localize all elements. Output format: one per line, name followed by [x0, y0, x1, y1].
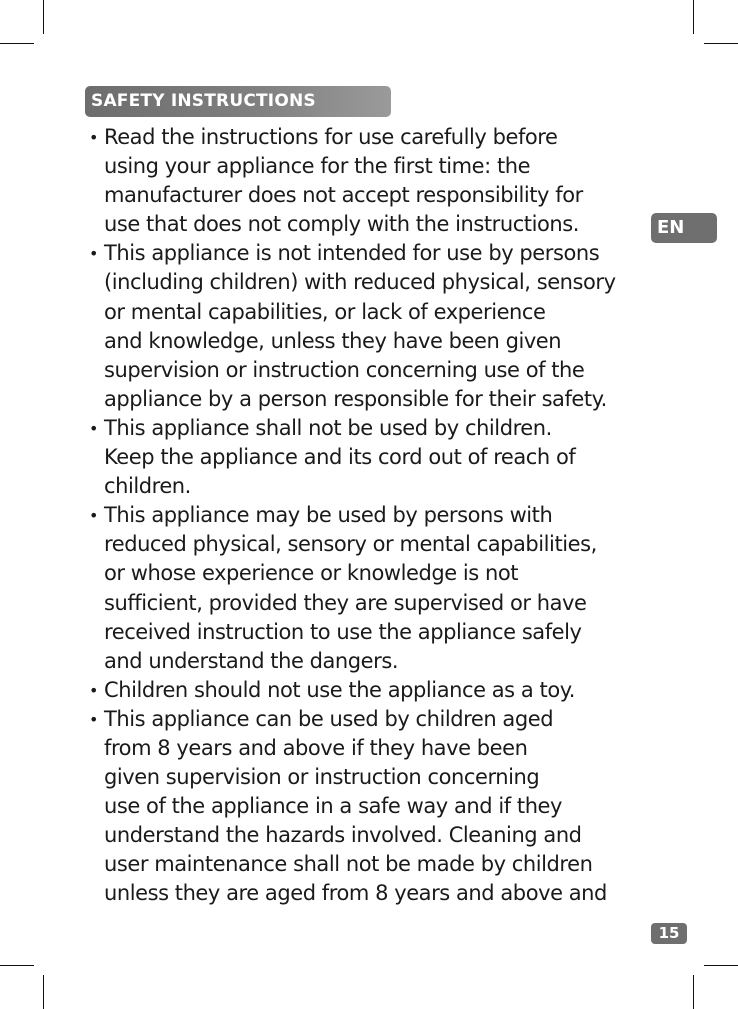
instruction-line: given supervision or instruction concerning	[104, 765, 540, 790]
section-title: SAFETY INSTRUCTIONS	[85, 86, 391, 117]
list-item	[86, 239, 666, 414]
instruction-line: sufficient, provided they are supervised or have	[104, 590, 587, 615]
instruction-line: using your appliance for the first time: the	[104, 154, 531, 179]
instruction-line: or mental capabilities, or lack of experience	[104, 299, 546, 324]
instruction-line: use that does not comply with the instructions.	[104, 212, 579, 237]
instruction-line: and understand the dangers.	[104, 648, 399, 673]
instruction-line: reduced physical, sensory or mental capabilities,	[104, 532, 597, 557]
list-item	[86, 676, 666, 705]
page-number: 15	[651, 923, 687, 944]
list-item	[86, 414, 666, 501]
instruction-line: or whose experience or knowledge is not	[104, 561, 519, 586]
bullet-icon: •	[89, 128, 99, 147]
crop-mark	[0, 43, 34, 44]
instruction-line: This appliance shall not be used by children.	[104, 415, 552, 440]
instruction-line: appliance by a person responsible for their safety.	[104, 386, 607, 411]
instruction-line: (including children) with reduced physical, sensory	[104, 270, 616, 295]
instruction-line: received instruction to use the appliance safely	[104, 619, 582, 644]
bullet-icon: •	[89, 244, 99, 264]
instruction-line: Read the instructions for use carefully before	[104, 125, 558, 149]
crop-mark	[0, 965, 34, 966]
instruction-line: understand the hazards involved. Cleaning and	[104, 823, 582, 848]
list-item	[86, 123, 666, 239]
bullet-icon: •	[89, 709, 99, 729]
bullet-icon: •	[89, 506, 99, 526]
bullet-icon: •	[89, 680, 99, 700]
crop-mark	[43, 975, 44, 1009]
instruction-line: manufacturer does not accept responsibility for	[104, 183, 583, 208]
crop-mark	[704, 965, 738, 966]
instruction-line: children.	[104, 474, 191, 499]
crop-mark	[43, 0, 44, 34]
list-item	[86, 705, 666, 909]
instruction-line: Children should not use the appliance as a toy.	[104, 677, 575, 702]
instruction-list	[86, 123, 666, 909]
instruction-line: use of the appliance in a safe way and if they	[104, 794, 563, 819]
bullet-icon: •	[89, 418, 99, 438]
instruction-line: from 8 years and above if they have been	[104, 735, 528, 760]
crop-mark	[693, 975, 694, 1009]
instruction-line: user maintenance shall not be made by children	[104, 852, 593, 877]
crop-mark	[693, 0, 694, 34]
crop-mark	[704, 43, 738, 44]
instruction-line: supervision or instruction concerning use of the	[104, 357, 585, 382]
instruction-line: and knowledge, unless they have been given	[104, 328, 562, 353]
list-item	[86, 501, 666, 676]
instruction-line: This appliance may be used by persons with	[104, 503, 553, 528]
instruction-line: This appliance can be used by children aged	[104, 706, 554, 731]
language-tab: EN	[651, 213, 717, 243]
instruction-line: unless they are aged from 8 years and above and	[104, 881, 607, 906]
instruction-line: This appliance is not intended for use by persons	[104, 241, 600, 266]
instruction-line: Keep the appliance and its cord out of reach of	[104, 445, 576, 470]
